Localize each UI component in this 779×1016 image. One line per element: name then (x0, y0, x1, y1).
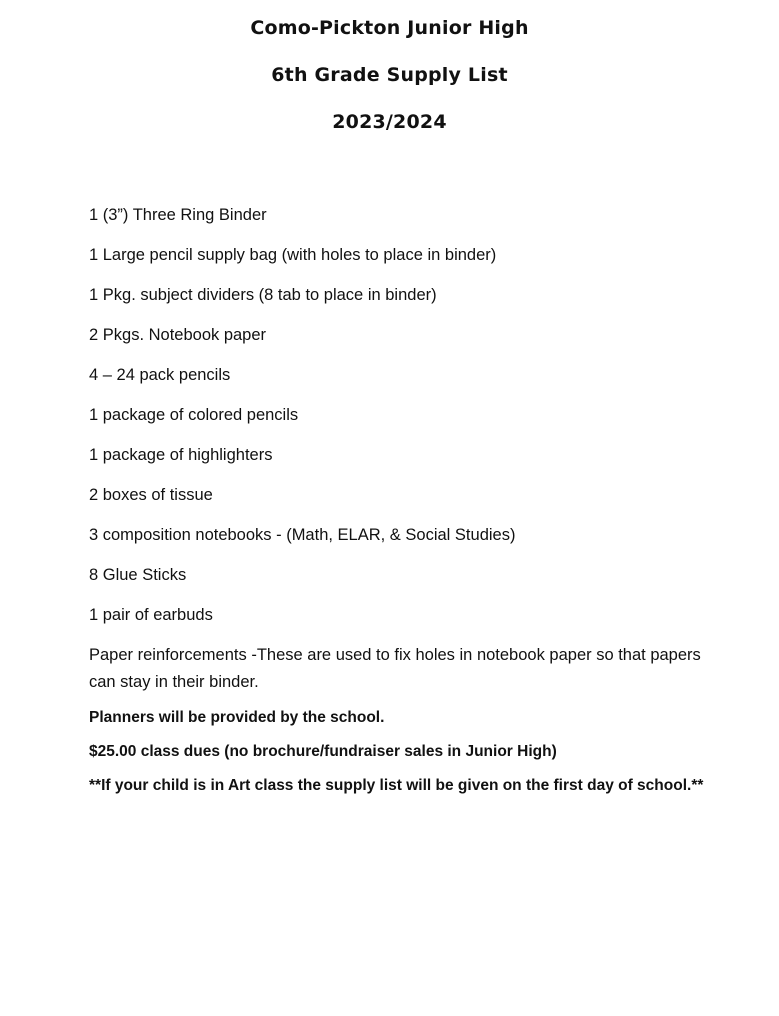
class-dues-note: $25.00 class dues (no brochure/fundraiser sales in Junior High) (89, 743, 557, 760)
supply-item: 1 pair of earbuds (89, 606, 213, 624)
art-class-note: **If your child is in Art class the supply list will be given on the first day of school.** (89, 777, 704, 794)
school-year: 2023/2024 (332, 111, 447, 133)
supply-item: 3 composition notebooks - (Math, ELAR, & Social Studies) (89, 526, 516, 544)
document-header (0, 16, 779, 157)
school-name: Como-Pickton Junior High (250, 17, 529, 39)
supply-item: 2 Pkgs. Notebook paper (89, 326, 267, 344)
supply-item: 1 (3”) Three Ring Binder (89, 206, 267, 224)
reinforcements-note: Paper reinforcements -These are used to fix holes in notebook paper so that papers can stay in their binder. (89, 646, 701, 691)
supply-item: 4 – 24 pack pencils (89, 366, 231, 384)
supply-item: 1 Large pencil supply bag (with holes to place in binder) (89, 246, 497, 264)
supply-list (89, 202, 729, 642)
supply-item: 1 Pkg. subject dividers (8 tab to place in binder) (89, 286, 437, 304)
document-title: 6th Grade Supply List (271, 64, 508, 86)
supply-item: 1 package of colored pencils (89, 406, 299, 424)
supply-item: 8 Glue Sticks (89, 566, 187, 584)
planners-note: Planners will be provided by the school. (89, 709, 385, 726)
supply-item: 2 boxes of tissue (89, 486, 213, 504)
supply-item: 1 package of highlighters (89, 446, 273, 464)
